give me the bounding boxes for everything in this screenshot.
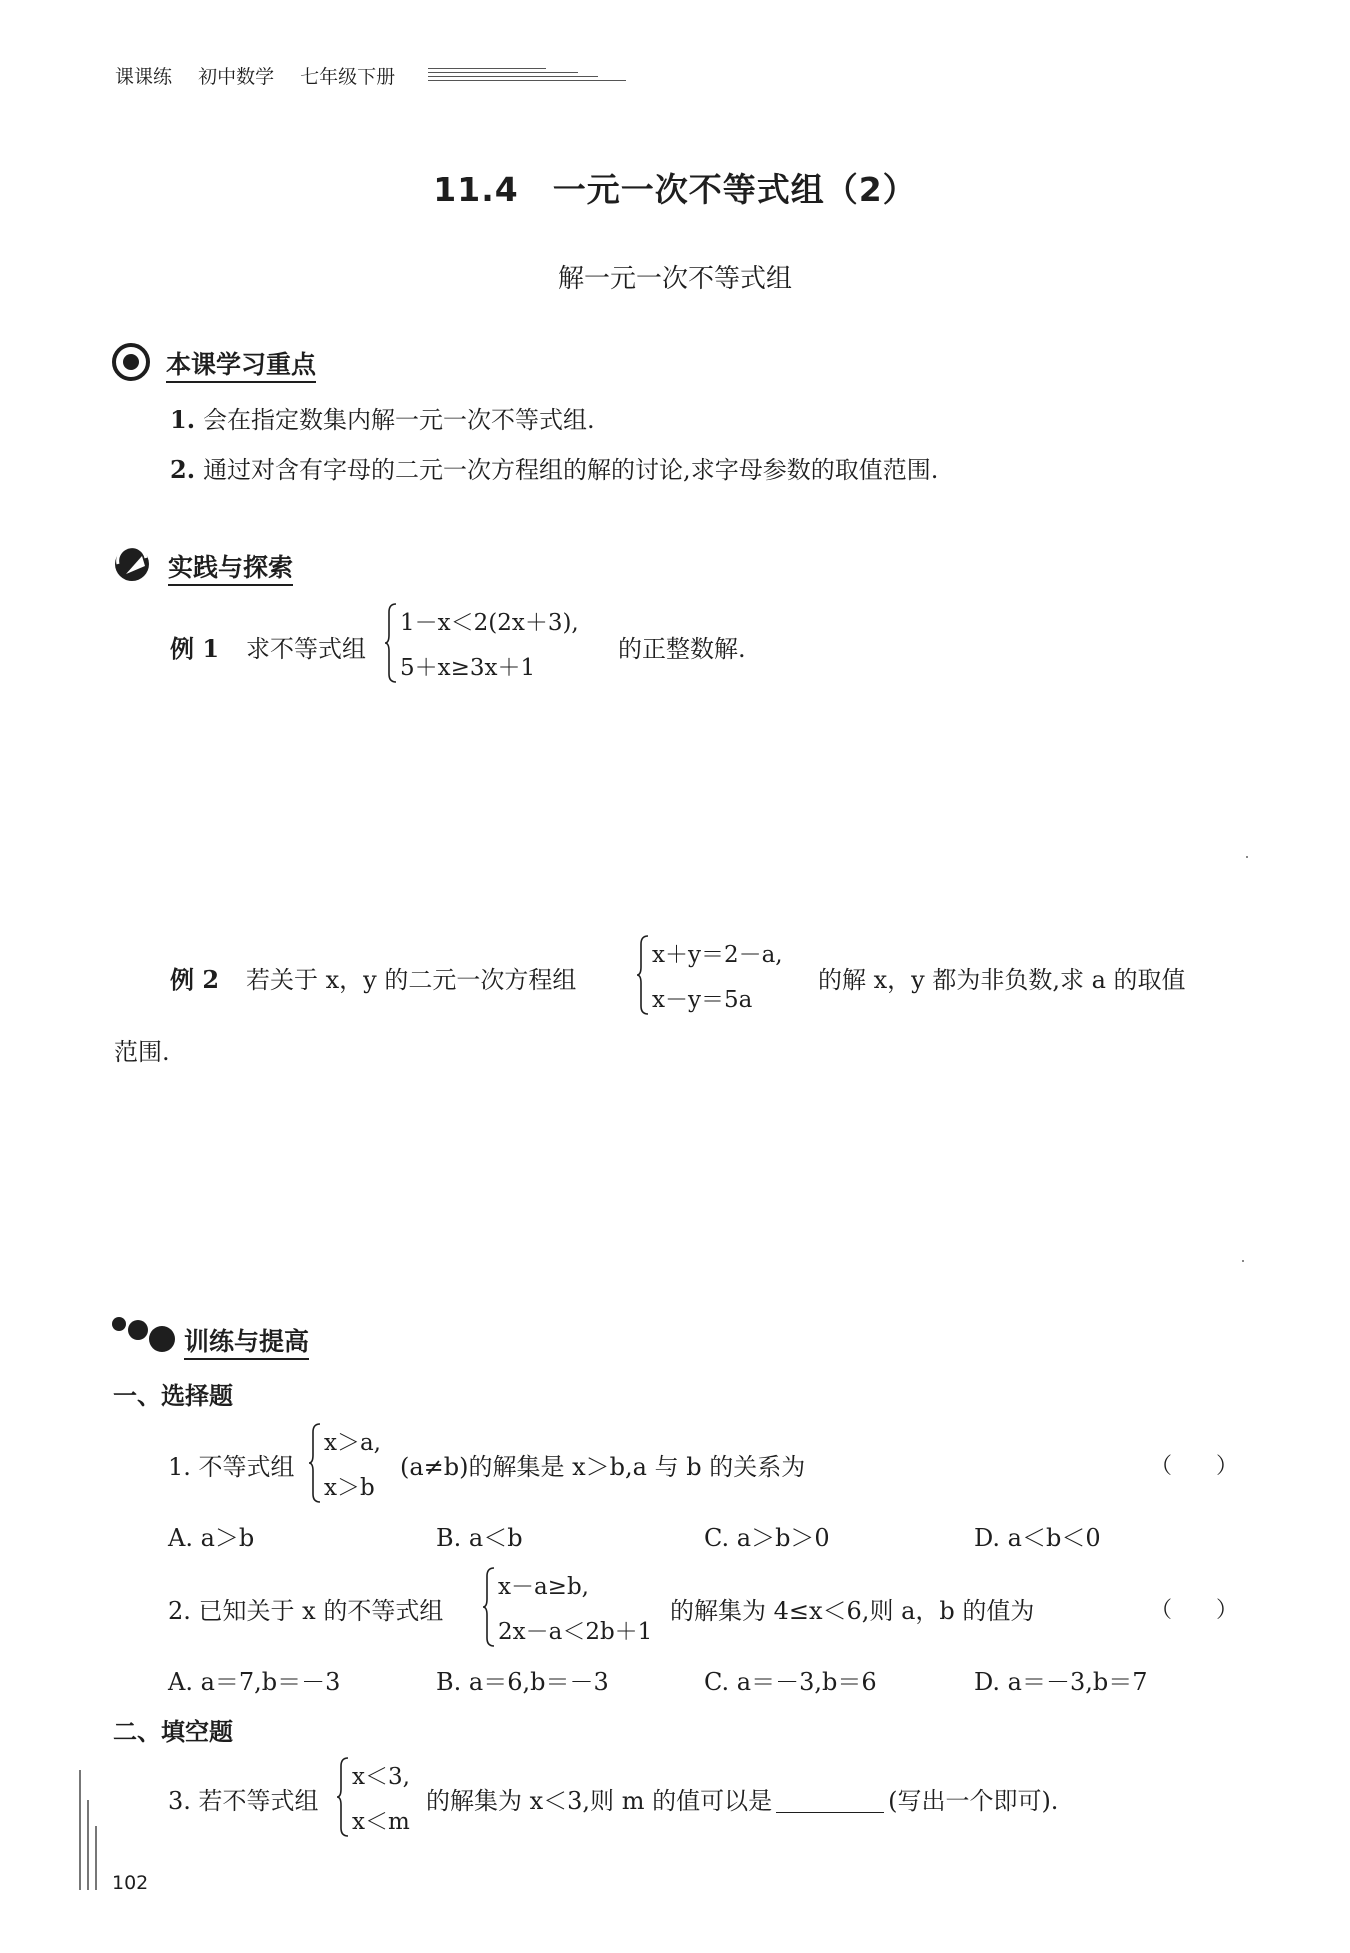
system-line-2: x＞b <box>324 1475 375 1501</box>
example-2-after: 的解 x，y 都为非负数,求 a 的取值 <box>818 966 1186 994</box>
system-line-2: 5＋x≥3x＋1 <box>400 655 536 681</box>
part-1-heading: 一、选择题 <box>113 1382 233 1410</box>
left-brace <box>482 1566 496 1648</box>
q1-option-c[interactable]: C. a＞b＞0 <box>704 1524 830 1552</box>
answer-parentheses[interactable]: （ ） <box>1150 1454 1239 1479</box>
left-brace <box>636 934 650 1016</box>
system-line-2: x－y＝5a <box>652 987 753 1013</box>
target-icon <box>112 343 150 381</box>
question-1-system <box>308 1422 398 1504</box>
example-2-continuation: 范围. <box>114 1038 170 1066</box>
lesson-subtitle: 解一元一次不等式组 <box>557 264 792 294</box>
header-series: 课课练 <box>115 66 173 88</box>
example-1-label: 例 1 <box>170 634 220 663</box>
question-3-before: 3. 若不等式组 <box>168 1787 319 1815</box>
q1-option-a[interactable]: A. a＞b <box>168 1524 255 1552</box>
training-heading: 训练与提高 <box>184 1322 309 1358</box>
focus-item-2: 2. 通过对含有字母的二元一次方程组的解的讨论,求字母参数的取值范围. <box>170 455 939 484</box>
left-brace <box>336 1756 350 1838</box>
q2-option-a[interactable]: A. a＝7,b＝－3 <box>168 1668 341 1696</box>
q2-option-b[interactable]: B. a＝6,b＝－3 <box>436 1668 609 1696</box>
system-line-1: x＞a, <box>324 1430 381 1456</box>
left-brace <box>308 1422 322 1504</box>
answer-parentheses[interactable]: （ ） <box>1150 1598 1239 1623</box>
question-1-after: (a≠b)的解集是 x＞b,a 与 b 的关系为 <box>400 1453 806 1481</box>
q2-option-c[interactable]: C. a＝－3,b＝6 <box>704 1668 877 1696</box>
system-line-1: 1－x＜2(2x＋3), <box>400 610 579 636</box>
running-header <box>115 62 415 89</box>
scan-dot <box>1246 856 1248 858</box>
example-2-before: 若关于 x，y 的二元一次方程组 <box>246 966 577 994</box>
header-subject: 初中数学 <box>198 66 275 88</box>
q2-option-d[interactable]: D. a＝－3,b＝7 <box>974 1668 1148 1696</box>
chapter-title: 11.4 一元一次不等式组（2） <box>433 170 917 209</box>
dots-icon <box>110 1314 176 1354</box>
left-brace <box>384 602 398 684</box>
system-line-2: 2x－a＜2b＋1 <box>498 1619 653 1645</box>
header-rules <box>428 66 626 84</box>
example-1-system <box>384 602 624 684</box>
question-2-system <box>482 1566 672 1648</box>
question-2-after: 的解集为 4≤x＜6,则 a，b 的值为 <box>670 1597 1035 1625</box>
system-line-1: x－a≥b, <box>498 1574 589 1600</box>
example-2-label: 例 2 <box>170 965 220 994</box>
practice-heading: 实践与探索 <box>168 548 293 584</box>
scan-dot <box>1242 1260 1244 1262</box>
answer-blank[interactable] <box>776 1790 884 1813</box>
system-line-1: x＜3, <box>352 1764 410 1790</box>
system-line-1: x＋y＝2－a, <box>652 942 783 968</box>
q1-option-d[interactable]: D. a＜b＜0 <box>974 1524 1101 1552</box>
pointer-icon <box>112 544 152 584</box>
header-grade: 七年级下册 <box>300 66 396 88</box>
example-2-system <box>636 934 826 1016</box>
question-1-before: 1. 不等式组 <box>168 1453 295 1481</box>
system-line-2: x＜m <box>352 1809 410 1835</box>
question-3-after: 的解集为 x＜3,则 m 的值可以是 (写出一个即可). <box>426 1787 1059 1815</box>
example-1-before: 求不等式组 <box>246 635 366 663</box>
example-1-after: 的正整数解. <box>618 635 746 663</box>
question-2-before: 2. 已知关于 x 的不等式组 <box>168 1597 444 1625</box>
q1-option-b[interactable]: B. a＜b <box>436 1524 523 1552</box>
focus-heading: 本课学习重点 <box>166 345 316 381</box>
focus-item-1: 1. 会在指定数集内解一元一次不等式组. <box>170 405 595 434</box>
question-3-system <box>336 1756 426 1838</box>
part-2-heading: 二、填空题 <box>113 1718 233 1746</box>
page-number: 102 <box>112 1872 149 1894</box>
